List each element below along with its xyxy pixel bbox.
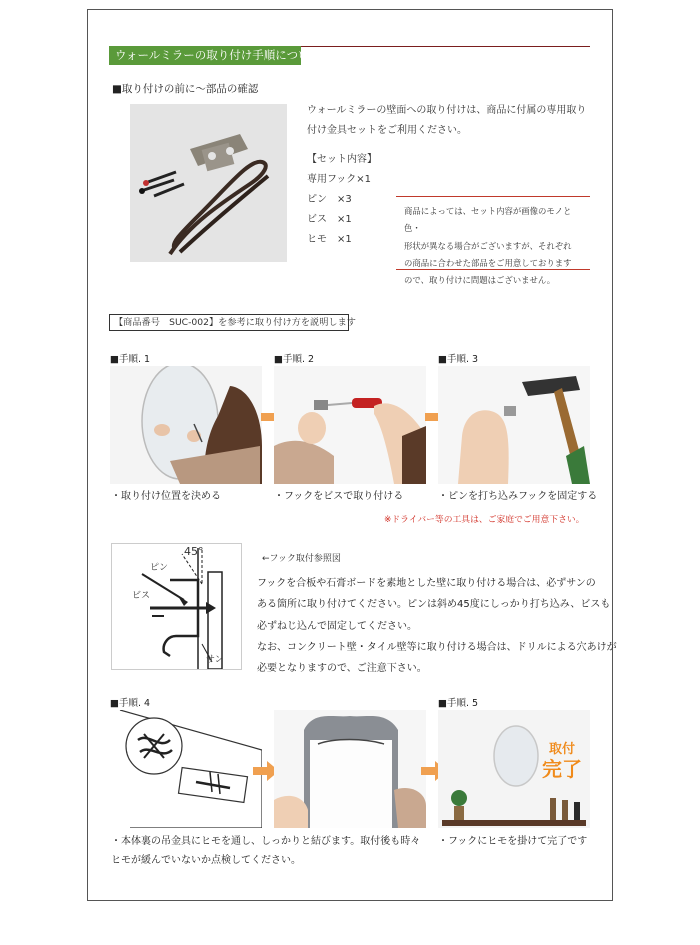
hook-text-line: ある箇所に取り付けてください。ピンは斜め45度にしっかり打ち込み、ビスも: [257, 599, 611, 611]
hook-ref-label: ←フック取付参照図: [262, 554, 341, 564]
step-2-caption: ・フックをビスで取り付ける: [274, 491, 404, 502]
intro-line-2: 付け金具セットをご利用ください。: [307, 125, 467, 136]
parts-photo: [130, 104, 287, 262]
intro-line-1: ウォールミラーの壁面への取り付けは、商品に付属の専用取り: [307, 105, 587, 116]
step-3-photo: [438, 366, 590, 484]
hook-diagram: [111, 543, 242, 670]
step-3-label: ■手順. 3: [438, 354, 479, 365]
step-5-photo: [438, 710, 590, 828]
tool-note: ※ドライバー等の工具は、ご家庭でご用意下さい。: [384, 515, 585, 525]
step-4-caption-line-2: ヒモが緩んでいないか点検してください。: [111, 855, 301, 866]
step-4-photo: [274, 710, 426, 828]
step-4-label: ■手順. 4: [110, 698, 151, 709]
hook-text-line: 必ずねじ込んで固定してください。: [257, 620, 417, 632]
hook-text-line: なお、コンクリート壁・タイル壁等に取り付ける場合は、ドリルによる穴あけが: [257, 641, 617, 653]
note-line: 商品によっては、セット内容が画像のモノと色・: [404, 206, 572, 234]
label-angle: 45°: [184, 545, 204, 558]
step-5-caption: ・フックにヒモを掛けて完了です: [438, 836, 588, 847]
set-heading: 【セット内容】: [307, 154, 377, 165]
step-1-photo: [110, 366, 262, 484]
parts-note: [396, 196, 590, 286]
parts-heading: ■取り付けの前に～部品の確認: [112, 83, 259, 95]
note-line: 形状が異なる場合がございますが、それぞれ: [404, 240, 572, 251]
step-5-label: ■手順. 5: [438, 698, 479, 709]
step-1-caption: ・取り付け位置を決める: [111, 491, 221, 502]
step-3-caption: ・ピンを打ち込みフックを固定する: [438, 491, 598, 502]
hook-instructions: [257, 573, 617, 679]
set-item: 専用フック×1: [307, 174, 372, 185]
done-badge-line1: 取付: [548, 742, 575, 757]
step-1-label: ■手順. 1: [110, 354, 151, 365]
step-2-label: ■手順. 2: [274, 354, 315, 365]
label-screw: ビス: [132, 591, 151, 601]
set-item: ヒモ ×1: [307, 234, 352, 245]
done-badge: [534, 742, 590, 780]
sample-label: 【商品番号 SUC-002】を参考に取り付け方を説明します: [109, 314, 349, 331]
note-line: ので、取り付けに問題はございません。: [404, 275, 556, 286]
step-4-caption-line-1: ・本体裏の吊金具にヒモを通し、しっかりと結びます。取付後も時々: [111, 836, 421, 847]
note-line: の商品に合わせた部品をご用意しております: [404, 257, 572, 268]
done-badge-line2: 完了: [542, 757, 582, 781]
step-4-diagram: [110, 710, 262, 828]
step-2-photo: [274, 366, 426, 484]
hook-text-line: 必要となりますので、ご注意下さい。: [257, 663, 427, 675]
hook-text-line: フックを合板や石膏ボードを素地とした壁に取り付ける場合は、必ずサンの: [257, 578, 596, 589]
label-stud: サン: [206, 655, 224, 665]
label-pin: ピン: [150, 563, 169, 573]
section-title: ウォールミラーの取り付け手順について: [109, 46, 301, 65]
set-item: ビス ×1: [307, 214, 352, 225]
set-item: ピン ×3: [307, 194, 352, 205]
